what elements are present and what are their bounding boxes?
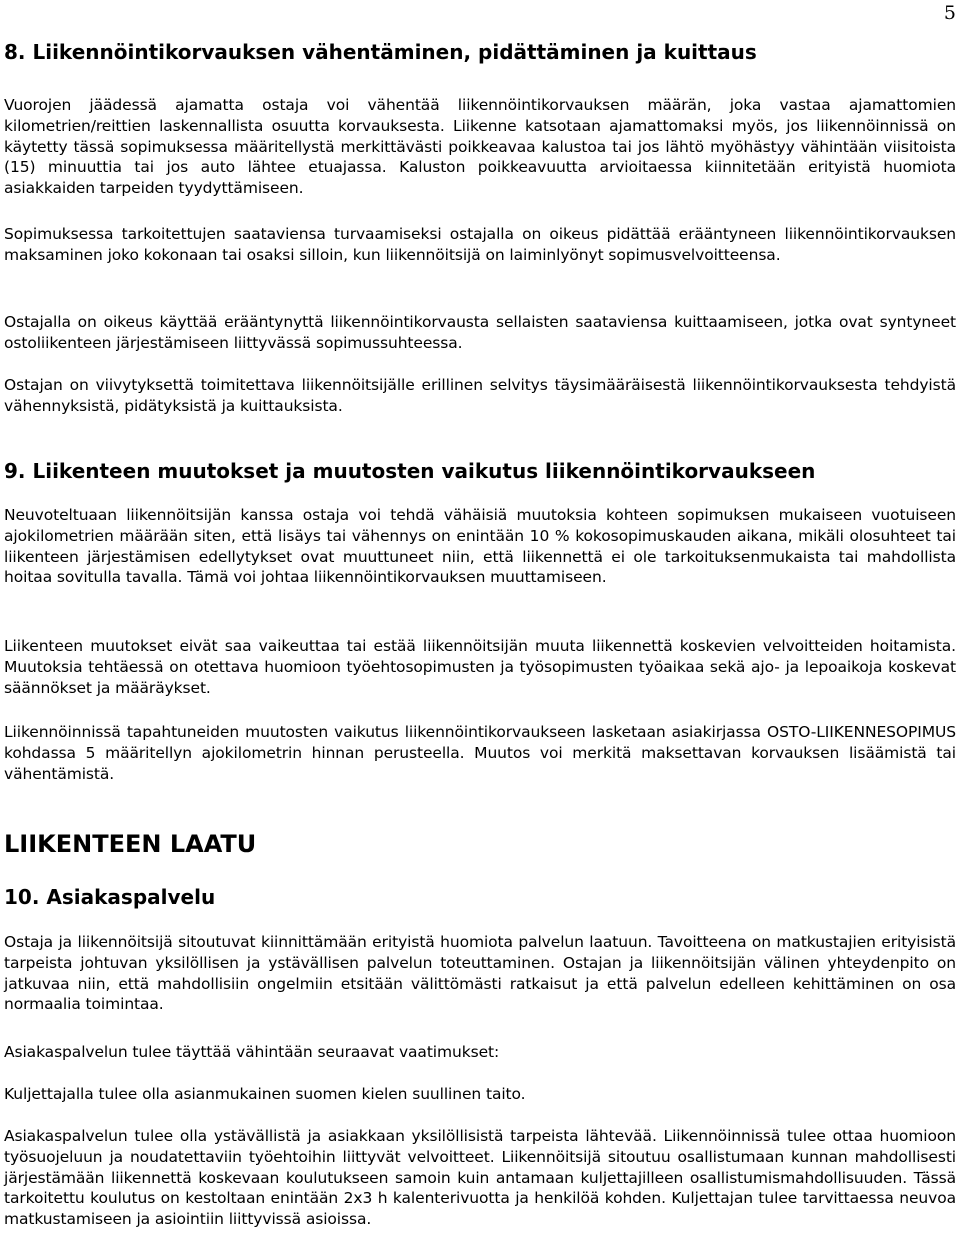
section-8-heading: 8. Liikennöintikorvauksen vähentäminen, pidättäminen ja kuittaus — [4, 40, 757, 64]
section-9-paragraph: Liikenteen muutokset eivät saa vaikeuttaa tai estää liikennöitsijän muuta liikennettä koskevien velvoitteiden hoitamista. Muutoksia tehtäessä on otettava huomioon työehtosopimusten ja työsopimusten työaikaa sekä ajo- ja lepoaikoja koskevat säännökset ja määräykset. — [4, 637, 956, 697]
section-9-paragraph: Neuvoteltuaan liikennöitsijän kanssa ostaja voi tehdä vähäisiä muutoksia kohteen sopimuksen mukaiseen vuotuiseen ajokilometrien määrään siten, että lisäys tai vähennys on enintään 10 % kokosopimuskauden aikana, mikäli olosuhteet tai liikenteen järjestämisen edellytykset ovat muuttuneet niin, että liikennettä ei ole tarkoituksenmukaista tai mahdollista hoitaa sovitulla tavalla. Tämä voi johtaa liikennöintikorvauksen muuttamiseen. — [4, 506, 956, 587]
page-number: 5 — [943, 2, 956, 24]
section-8-paragraph: Sopimuksessa tarkoitettujen saataviensa turvaamiseksi ostajalla on oikeus pidättää erääntyneen liikennöintikorvauksen maksaminen joko kokonaan tai osaksi silloin, kun liikennöitsijä on laiminlyönyt sopimusvelvoitteensa. — [4, 225, 956, 264]
section-10-paragraph: Ostaja ja liikennöitsijä sitoutuvat kiinnittämään erityistä huomiota palvelun laatuun. Tavoitteena on matkustajien erityisistä tarpeista johtuvan yksilöllisen ja ystävällisen palvelun toteuttaminen. Ostajan ja liikennöitsijän välinen yhteydenpito on jatkuvaa niin, että mahdollisiin ongelmiin etsitään välittömästi ratkaisut ja että palvelun edelleen kehittäminen on osa normaalia toimintaa. — [4, 933, 956, 1014]
section-10-paragraph: Asiakaspalvelun tulee olla ystävällistä ja asiakkaan yksilöllisistä tarpeista lähtevää. Liikennöinnissä tulee ottaa huomioon työsuojeluun ja noudatettaviin työehtoihin liittyvät velvoitteet. Liikennöitsijä sitoutuu osallistumaan kunnan mahdollisesti järjestämään liikennettä koskevaan koulutukseen samoin kuin antamaan kuljettajilleen osallistumismahdollisuuden. Tässä tarkoitettu koulutus on kestoltaan enintään 2x3 h kalenterivuotta ja henkilöä kohden. Kuljettajan tulee tarvittaessa neuvoa matkustamiseen ja asiointiin liittyvissä asioissa. — [4, 1127, 956, 1229]
section-9-paragraph: Liikennöinnissä tapahtuneiden muutosten vaikutus liikennöintikorvaukseen lasketaan asiakirjassa OSTO-LIIKENNESOPIMUS kohdassa 5 määritellyn ajokilometrin hinnan perusteella. Muutos voi merkitä maksettavan korvauksen lisäämistä tai vähentämistä. — [4, 723, 956, 783]
section-8-paragraph: Ostajalla on oikeus käyttää erääntynyttä liikennöintikorvausta sellaisten saataviensa kuittaamiseen, jotka ovat syntyneet ostoliikenteen järjestämiseen liittyvässä sopimussuhteessa. — [4, 313, 956, 352]
section-8-paragraph: Vuorojen jäädessä ajamatta ostaja voi vähentää liikennöintikorvauksen määrän, joka vastaa ajamattomien kilometrien/reittien laskennallista osuutta korvauksesta. Liikenne katsotaan ajamattomaksi myös, jos liikennöinnissä on käytetty tässä sopimuksessa määritellystä merkittävästi poikkeavaa kalustoa tai jos lähtö myöhästyy vähintään viisitoista (15) minuuttia tai jos auto lähtee etuajassa. Kaluston poikkeavuutta arvioitaessa kiinnitetään erityistä huomiota asiakkaiden tarpeiden tyydyttämiseen. — [4, 96, 956, 198]
section-10-heading: 10. Asiakaspalvelu — [4, 885, 216, 909]
section-10-paragraph: Asiakaspalvelun tulee täyttää vähintään seuraavat vaatimukset: — [4, 1043, 500, 1061]
main-heading: LIIKENTEEN LAATU — [4, 830, 257, 858]
section-10-paragraph: Kuljettajalla tulee olla asianmukainen suomen kielen suullinen taito. — [4, 1085, 526, 1103]
section-8-paragraph: Ostajan on viivytyksettä toimitettava liikennöitsijälle erillinen selvitys täysimääräisestä liikennöintikorvauksesta tehdyistä vähennyksistä, pidätyksistä ja kuittauksista. — [4, 376, 956, 415]
section-9-heading: 9. Liikenteen muutokset ja muutosten vaikutus liikennöintikorvaukseen — [4, 459, 816, 483]
